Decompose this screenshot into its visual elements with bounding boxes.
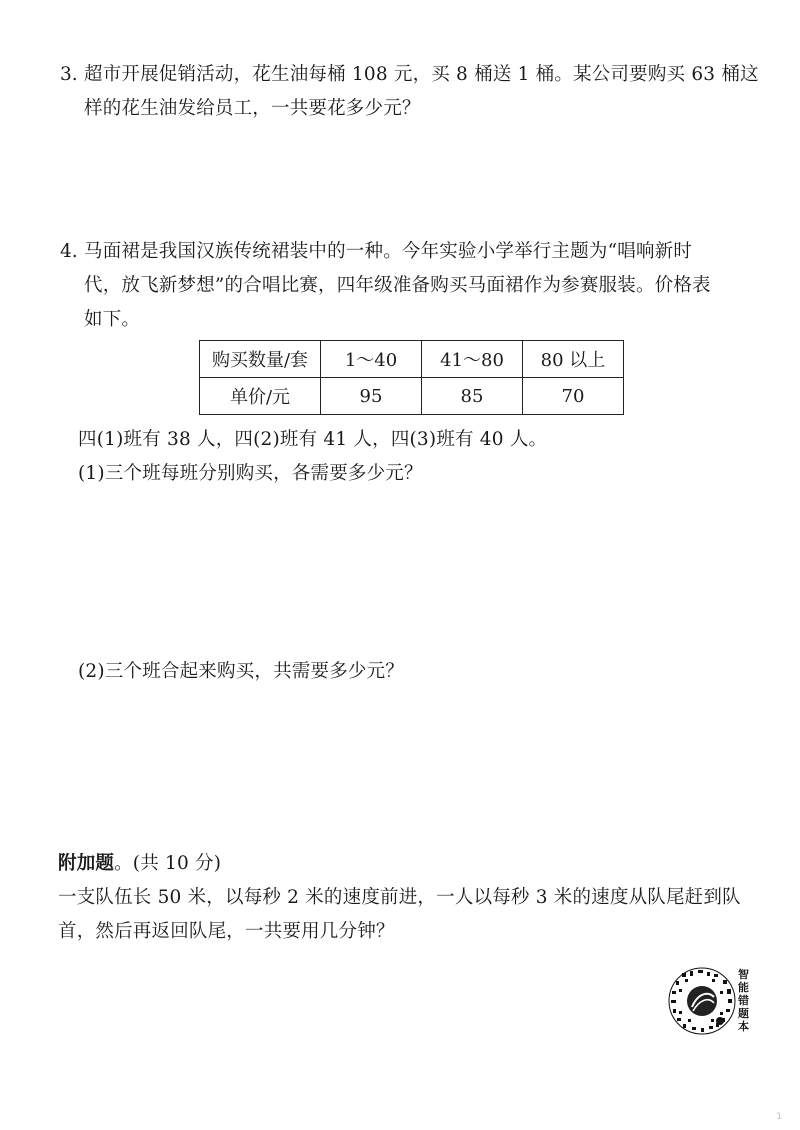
qr-label: 智能错题本 [738, 968, 749, 1033]
price-table-range-1: 1～40 [321, 341, 422, 378]
price-table-header-price: 单价/元 [200, 378, 321, 415]
q4-text-line1: 马面裙是我国汉族传统裙装中的一种。今年实验小学举行主题为“唱响新时 [84, 241, 693, 262]
q3-text-line2: 样的花生油发给员工，一共要花多少元？ [84, 98, 421, 119]
q4-classes-line: 四(1)班有 38 人，四(2)班有 41 人，四(3)班有 40 人。 [78, 429, 548, 450]
bonus-heading [58, 852, 221, 876]
bonus-score: 。(共 10 分) [114, 853, 222, 874]
price-table-price-1: 95 [321, 378, 422, 415]
q3-text-line1: 超市开展促销活动，花生油每桶 108 元，买 8 桶送 1 桶。某公司要购买 63 桶这 [84, 64, 759, 85]
page-mark: 1 [776, 1112, 782, 1122]
price-table-row-quantity [200, 341, 624, 378]
price-table-row-price [200, 378, 624, 415]
bonus-text-line1: 一支队伍长 50 米，以每秒 2 米的速度前进，一人以每秒 3 米的速度从队尾赶到队 [58, 887, 741, 908]
price-table [199, 340, 624, 415]
price-table-range-3: 80 以上 [523, 341, 624, 378]
q4-sub-question-1: (1)三个班每班分别购买，各需要多少元？ [78, 463, 423, 484]
bonus-title: 附加题 [58, 853, 115, 874]
bonus-text-line2: 首，然后再返回队尾，一共要用几分钟？ [58, 921, 395, 942]
q3-number: 3. [60, 64, 78, 85]
q4-sub-question-2: (2)三个班合起来购买，共需要多少元？ [78, 661, 405, 682]
price-table-price-3: 70 [523, 378, 624, 415]
price-table-range-2: 41～80 [422, 341, 523, 378]
qr-code-icon[interactable] [668, 967, 736, 1035]
price-table-header-quantity: 购买数量/套 [200, 341, 321, 378]
q4-text-line3: 如下。 [84, 309, 141, 330]
q4-text-line2: 代，放飞新梦想”的合唱比赛，四年级准备购买马面裙作为参赛服装。价格表 [84, 275, 711, 296]
price-table-price-2: 85 [422, 378, 523, 415]
q4-number: 4. [60, 241, 78, 262]
